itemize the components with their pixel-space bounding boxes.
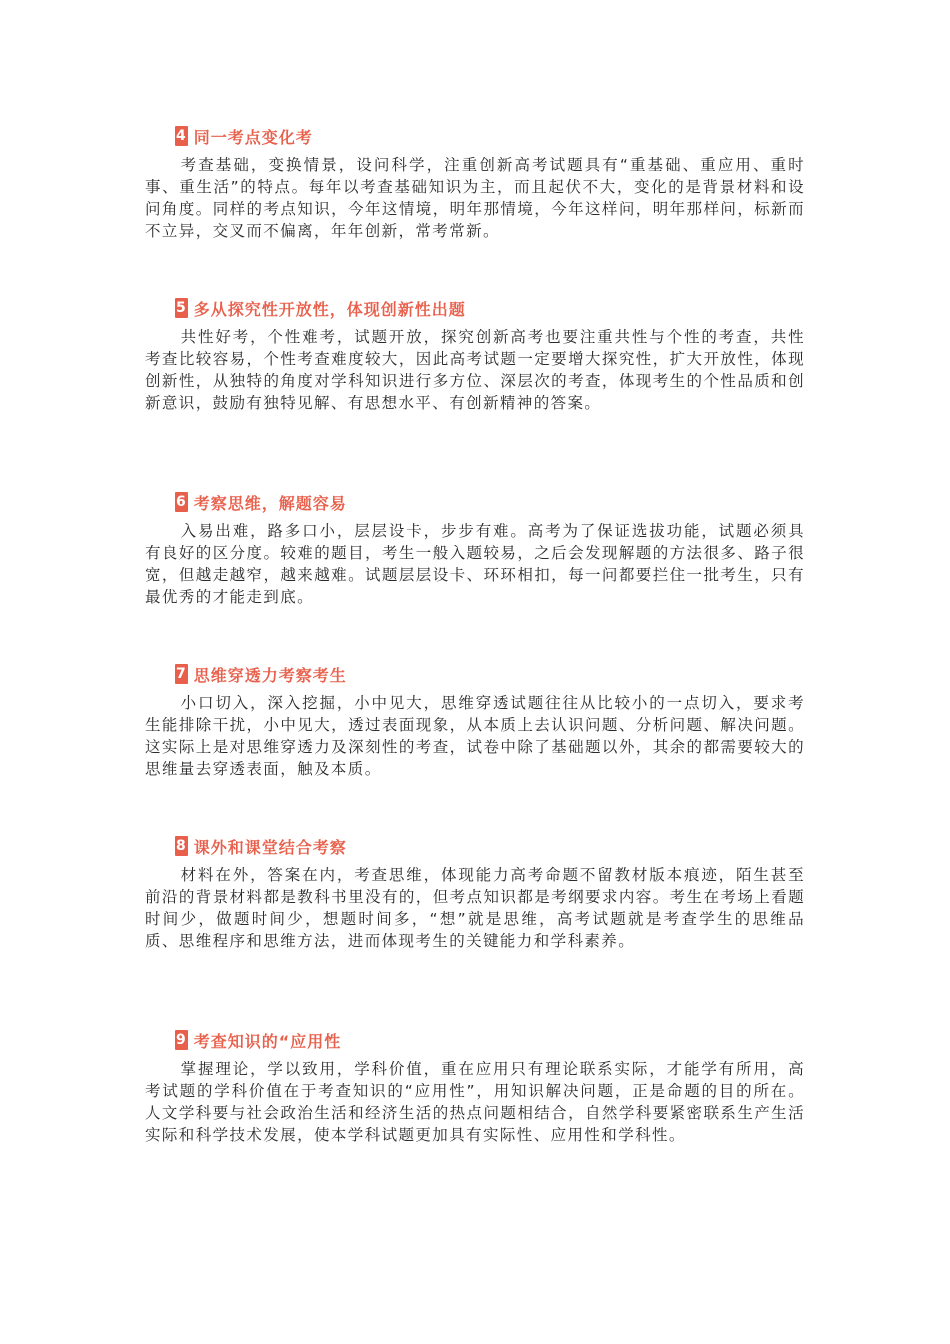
section-number-badge: 7 [176, 666, 187, 682]
section-7 [145, 662, 805, 780]
section-body: 掌握理论，学以致用，学科价值，重在应用只有理论联系实际，才能学有所用，高考试题的学科价值在于考查知识的“应用性”，用知识解决问题，正是命题的目的所在。人文学科要与社会政治生活和经济生活的热点问题相结合，自然学科要紧密联系生产生活实际和科学技术发展，使本学科试题更加具有实际性、应用性和学科性。 [145, 1060, 805, 1144]
section-9 [145, 1028, 805, 1146]
section-title: 考察思维，解题容易 [193, 493, 347, 513]
section-title: 考查知识的“应用性 [193, 1031, 342, 1051]
section-4 [145, 124, 805, 242]
section-5 [145, 296, 805, 414]
section-title: 多从探究性开放性，体现创新性出题 [193, 299, 466, 319]
section-heading [175, 662, 805, 686]
section-title: 思维穿透力考察考生 [193, 665, 347, 685]
section-number-badge: 9 [176, 1032, 187, 1048]
section-number-badge: 6 [176, 494, 187, 510]
section-heading [175, 834, 805, 858]
section-heading [175, 124, 805, 148]
section-heading [175, 490, 805, 514]
section-6 [145, 490, 805, 608]
section-title: 同一考点变化考 [193, 127, 313, 147]
section-number-badge: 5 [176, 300, 187, 316]
section-body: 考查基础，变换情景，设问科学，注重创新高考试题具有“重基础、重应用、重时事、重生活”的特点。每年以考查基础知识为主，而且起伏不大，变化的是背景材料和设问角度。同样的考点知识，今年这情境，明年那情境，今年这样问，明年那样问，标新而不立异，交叉而不偏离，年年创新，常考常新。 [145, 156, 805, 240]
section-body: 共性好考，个性难考，试题开放，探究创新高考也要注重共性与个性的考查，共性考查比较容易，个性考查难度较大，因此高考试题一定要增大探究性，扩大开放性，体现创新性，从独特的角度对学科知识进行多方位、深层次的考查，体现考生的个性品质和创新意识，鼓励有独特见解、有思想水平、有创新精神的答案。 [145, 328, 805, 412]
section-number-badge: 8 [176, 838, 187, 854]
section-heading [175, 1028, 805, 1052]
section-8 [145, 834, 805, 952]
section-title: 课外和课堂结合考察 [193, 837, 347, 857]
section-body: 小口切入，深入挖掘，小中见大，思维穿透试题往往从比较小的一点切入，要求考生能排除干扰，小中见大，透过表面现象，从本质上去认识问题、分析问题、解决问题。这实际上是对思维穿透力及深刻性的考查，试卷中除了基础题以外，其余的都需要较大的思维量去穿透表面，触及本质。 [145, 694, 805, 778]
section-body: 材料在外，答案在内，考查思维，体现能力高考命题不留教材版本痕迹，陌生甚至前沿的背景材料都是教科书里没有的，但考点知识都是考纲要求内容。考生在考场上看题时间少，做题时间少，想题时间多，“想”就是思维，高考试题就是考查学生的思维品质、思维程序和思维方法，进而体现考生的关键能力和学科素养。 [145, 866, 805, 950]
section-heading [175, 296, 805, 320]
section-number-badge: 4 [176, 128, 187, 144]
section-body: 入易出难，路多口小，层层设卡，步步有难。高考为了保证选拔功能，试题必须具有良好的区分度。较难的题目，考生一般入题较易，之后会发现解题的方法很多、路子很宽，但越走越窄，越来越难。试题层层设卡、环环相扣，每一问都要拦住一批考生，只有最优秀的才能走到底。 [145, 522, 805, 606]
